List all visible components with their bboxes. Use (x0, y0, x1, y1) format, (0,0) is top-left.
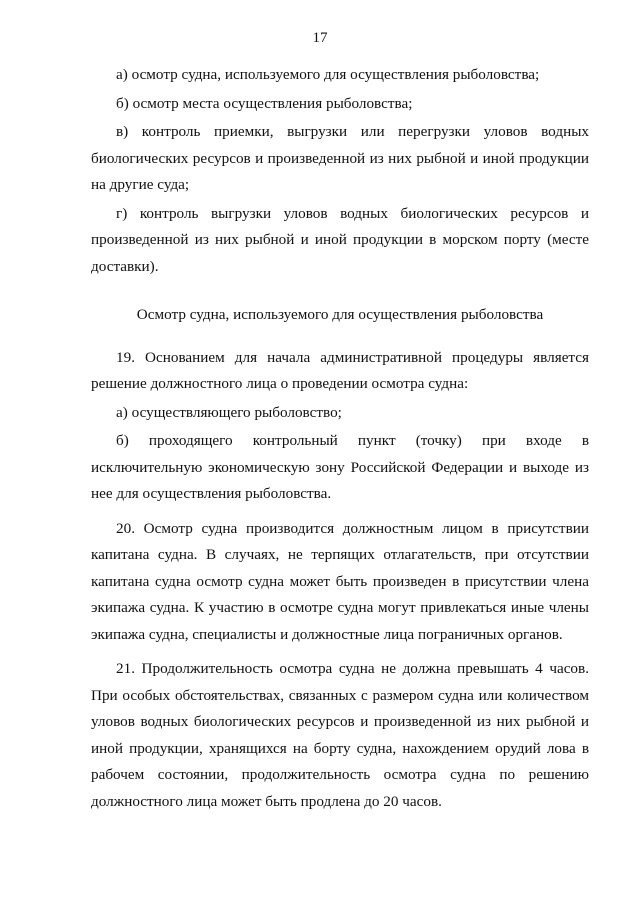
paragraph-20: 20. Осмотр судна производится должностным лицом в присутствии капитана судна. В случаях, не терпящих отлагательств, при отсутствии капитана судна осмотр судна может быть произведен в присутствии члена экипажа судна. К участию в осмотре судна могут привлекаться иные члены экипажа судна, специалисты и должностные лица пограничных органов. (91, 519, 589, 643)
paragraph-21: 21. Продолжительность осмотра судна не должна превышать 4 часов. При особых обстоятельствах, связанных с размером судна или количеством уловов водных биологических ресурсов и произведенной из них рыбной и иной продукции, хранящихся на борту судна, нахождением орудий лова в рабочем состоянии, продолжительность осмотра судна по решению должностного лица может быть продлена до 20 часов. (91, 660, 589, 810)
paragraph-19-item-b: б) проходящего контрольный пункт (точку) при входе в исключительную экономическую зону Российской Федерации и выходе из нее для осуществления рыболовства. (91, 432, 589, 502)
paragraph-item-g-unloading: г) контроль выгрузки уловов водных биологических ресурсов и произведенной из них рыбной и иной продукции в морском порту (месте доставки). (91, 204, 589, 275)
paragraph-item-a-inspection: а) осмотр судна, используемого для осуществления рыболовства; (116, 66, 540, 83)
section-title: Осмотр судна, используемого для осуществления рыболовства (136, 306, 544, 323)
page-number: 17 (312, 30, 328, 46)
paragraph-item-v-control: в) контроль приемки, выгрузки или перегрузки уловов водных биологических ресурсов и произведенной из них рыбной и иной продукции на другие суда; (91, 123, 589, 193)
paragraph-item-b-place: б) осмотр места осуществления рыболовства; (116, 94, 413, 112)
paragraph-19: 19. Основанием для начала административной процедуры является решение должностного лица о проведении осмотра судна: (91, 348, 589, 392)
paragraph-19-item-a: а) осуществляющего рыболовство; (116, 403, 342, 421)
page-content (91, 62, 589, 815)
